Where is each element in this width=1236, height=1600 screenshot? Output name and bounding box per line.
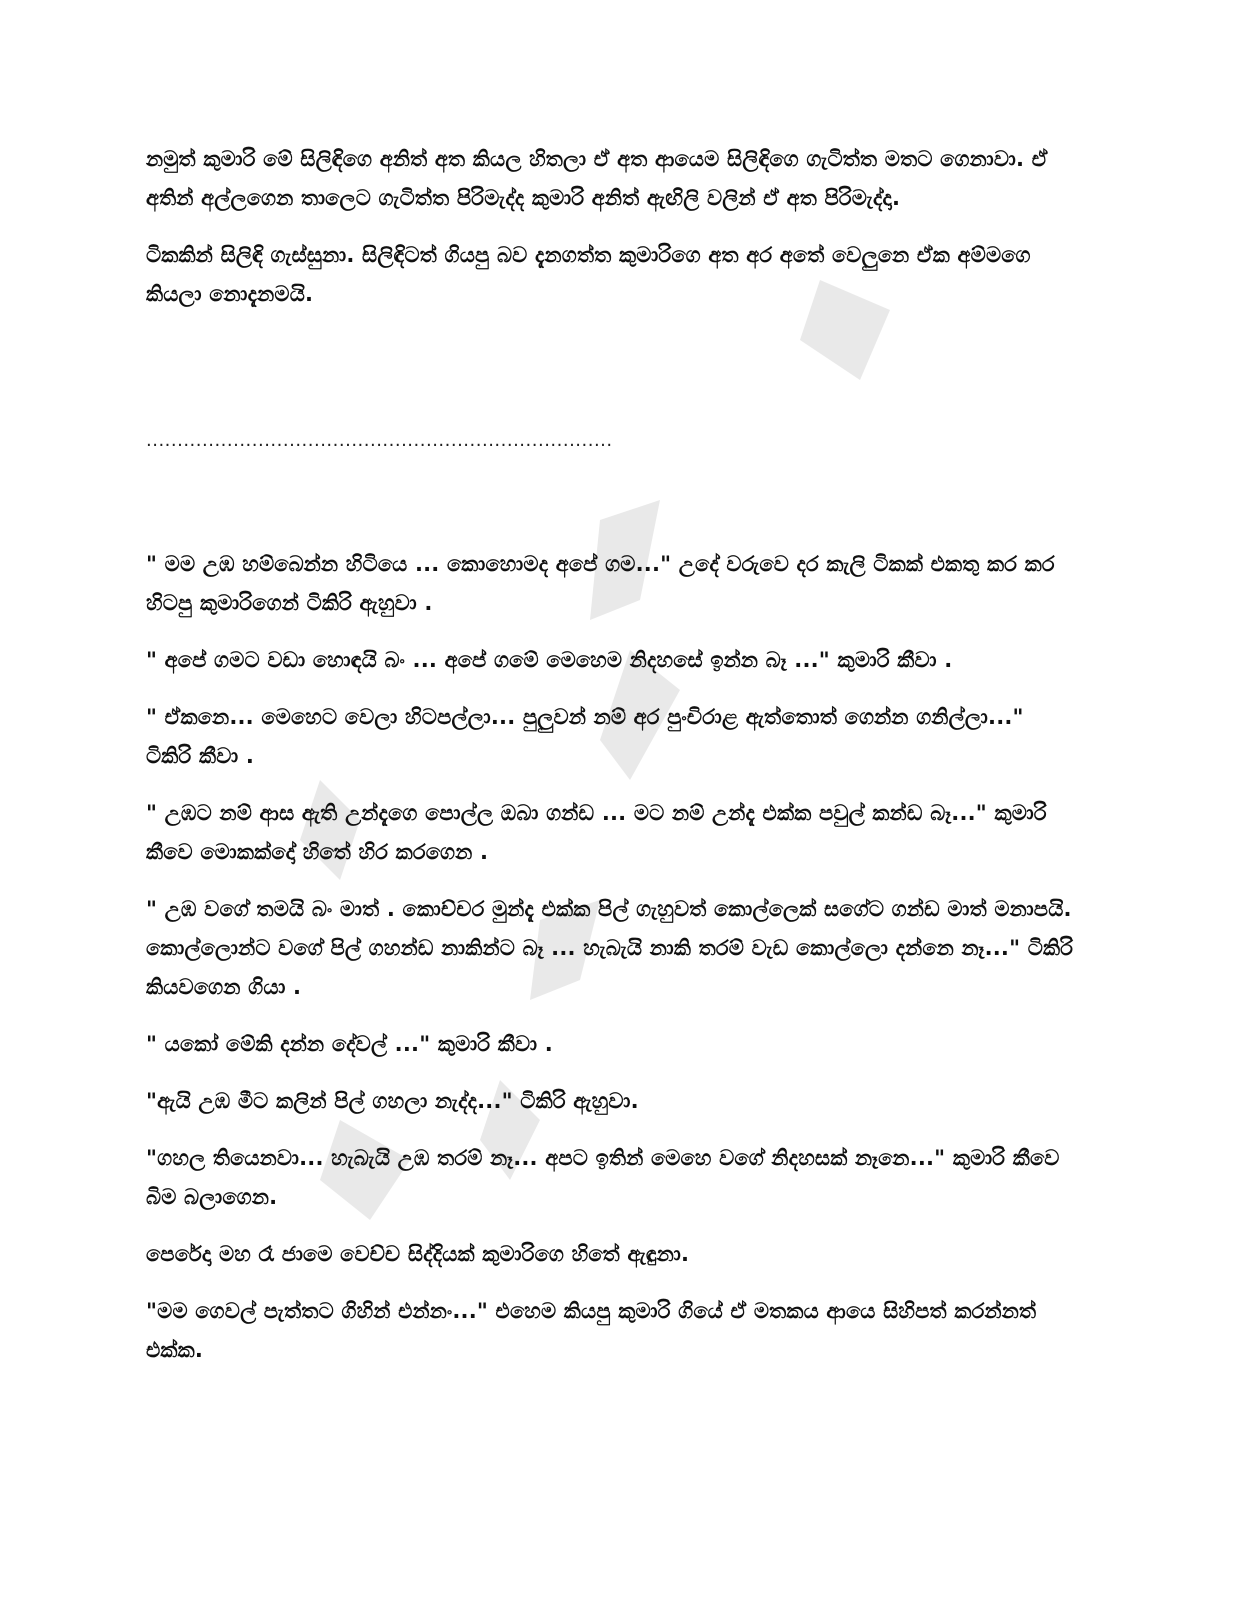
dialogue-paragraph: " උඹ වගේ තමයි බං මාත් . කොච්චර මුන්දැ එක්ක පිල් ගැහුවත් කොල්ලෙක් සගේට ගන්ඩ මාත් මනාපයි. කොල්ලොන්ට වගේ පිල් ගහන්ඩ නාකින්ට බෑ ... හැබැයි නාකි තරම් වැඩ කොල්ලො දන්නෙ නෑ..." ටිකිරි කියවගෙන ගියා .: [146, 897, 1074, 999]
section-divider: ...........................................................................: [146, 430, 613, 451]
dialogue-paragraph: " ඒකනෙ... මෙහෙට වෙලා හිටපල්ලා... පුලුවන් නම් අර පුංචිරාළ ඇත්තොත් ගෙන්න ගනිල්ලා..." ටිකිරි කීවා .: [146, 705, 1024, 768]
dialogue-paragraph: "ඇයි උඹ මීට කලින් පිල් ගහලා නැද්ද..." ටිකිරි ඇහුවා.: [146, 1089, 639, 1113]
paragraph-2: ටිකකින් සිලිඳි ගැස්සුනා. සිලිඳිටත් ගියපු බව දැනගත්ත කුමාරිගෙ අත අර අතේ වෙලුනෙ ඒක අම්මගෙ කියලා නොදැනමයි.: [146, 243, 1031, 306]
dialogue-paragraph: "මම ගෙවල් පැත්තට ගිහින් එන්නං..." එහෙම කියපු කුමාරි ගියේ ඒ මතකය ආයෙ සිහිපත් කරන්නත් එක්ක.: [146, 1299, 1037, 1362]
dialogue-paragraph: " යකෝ මේකි දන්න දේවල් ..." කුමාරි කීවා .: [146, 1032, 553, 1056]
dialogue-paragraph: පෙරේදා මහ රෑ ජාමෙ වෙච්ච සිද්දියක් කුමාරිගෙ හිතේ ඇඳුනා.: [146, 1242, 690, 1266]
dialogue-paragraph: " මම උඹ හම්බෙන්න හිටියෙ ... කොහොමද අපේ ගම..." උදේ වරුවෙ දර කැලි ටිකක් එකතු කර කර හිටපු කුමාරිගෙන් ටිකිරි ඇහුවා .: [146, 552, 1055, 615]
paragraph-1: නමුත් කුමාරි මේ සිලිඳිගෙ අනිත් අත කියල හිතලා ඒ අත ආයෙම සිලිඳිගෙ ගැටිත්ත මතට ගෙනාවා. ඒ අතින් අල්ලගෙන තාලෙට ගැටිත්ත පිරිමැද්ද කුමාරි අනිත් ඇඟිලි වලින් ඒ අත පිරිමැද්දා.: [146, 147, 1048, 210]
dialogue-paragraph: " උඹට නම් ආස ඇති උන්දැගෙ පොල්ල ඔබා ගන්ඩ ... මට නම් උන්දැ එක්ක පවුල් කන්ඩ බෑ..." කුමාරි කීවෙ මොකක්දෝ හිතේ හිර කරගෙන .: [146, 801, 1047, 864]
dialogue-paragraph: " අපේ ගමට වඩා හොඳයි බං ... අපේ ගමේ මෙහෙම නිදහසේ ඉන්න බෑ ..." කුමාරි කීවා .: [146, 648, 953, 672]
dialogue-paragraph: "ගහල තියෙනවා... හැබැයි උඹ තරම් නෑ... අපට ඉතින් මෙහෙ වගේ නිදහසක් නෑනෙ..." කුමාරි කීවෙ බිම බලාගෙන.: [146, 1146, 1060, 1209]
document-body-top: [146, 140, 1076, 314]
document-body-dialogue: [146, 545, 1076, 1388]
